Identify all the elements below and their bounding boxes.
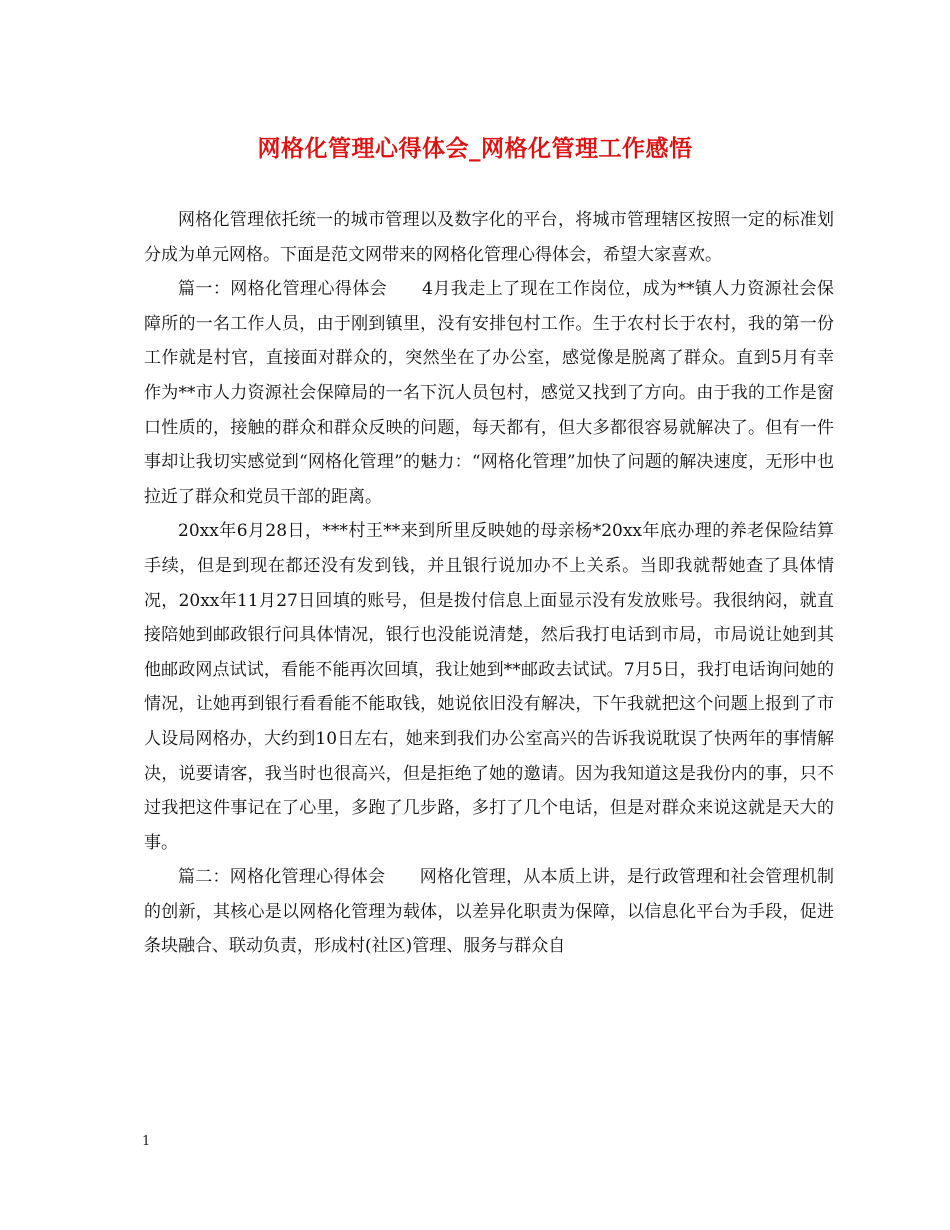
document-body [144, 203, 834, 964]
document-title: 网格化管理心得体会_网格化管理工作感悟 [257, 135, 693, 162]
paragraph-intro: 网格化管理依托统一的城市管理以及数字化的平台，将城市管理辖区按照一定的标准划分成为单元网格。下面是范文网带来的网格化管理心得体会，希望大家喜欢。 [144, 210, 834, 265]
paragraph-part-one: 篇一：网格化管理心得体会 4月我走上了现在工作岗位，成为**镇人力资源社会保障所的一名工作人员，由于刚到镇里，没有安排包村工作。生于农村长于农村，我的第一份工作就是村官，直接面对群众的，突然坐在了办公室，感觉像是脱离了群众。直到5月有幸作为**市人力资源社会保障局的一名下沉人员包村，感觉又找到了方向。由于我的工作是窗口性质的，接触的群众和群众反映的问题，每天都有，但大多都很容易就解决了。但有一件事却让我切实感觉到“网格化管理”的魅力：“网格化管理”加快了问题的解决速度，无形中也拉近了群众和党员干部的距离。 [144, 279, 834, 507]
paragraph-part-two: 篇二：网格化管理心得体会 网格化管理，从本质上讲，是行政管理和社会管理机制的创新，其核心是以网格化管理为载体，以差异化职责为保障，以信息化平台为手段，促进条块融合、联动负责，形成村(社区)管理、服务与群众自 [144, 867, 834, 957]
paragraph-case-story: 20xx年6月28日，***村王**来到所里反映她的母亲杨*20xx年底办理的养老保险结算手续，但是到现在都还没有发到钱，并且银行说加办不上关系。当即我就帮她查了具体情况，20xx年11月27日回填的账号，但是拨付信息上面显示没有发放账号。我很纳闷，就直接陪她到邮政银行问具体情况，银行也没能说清楚，然后我打电话到市局，市局说让她到其他邮政网点试试，看能不能再次回填，我让她到**邮政去试试。7月5日，我打电话询问她的情况，让她再到银行看看能不能取钱，她说依旧没有解决，下午我就把这个问题上报到了市人设局网格办，大约到10日左右，她来到我们办公室高兴的告诉我说耽误了快两年的事情解决，说要请客，我当时也很高兴，但是拒绝了她的邀请。因为我知道这是我份内的事，只不过我把这件事记在了心里，多跑了几步路，多打了几个电话，但是对群众来说这就是天大的事。 [144, 521, 834, 853]
page-number: 1 [142, 1134, 151, 1149]
